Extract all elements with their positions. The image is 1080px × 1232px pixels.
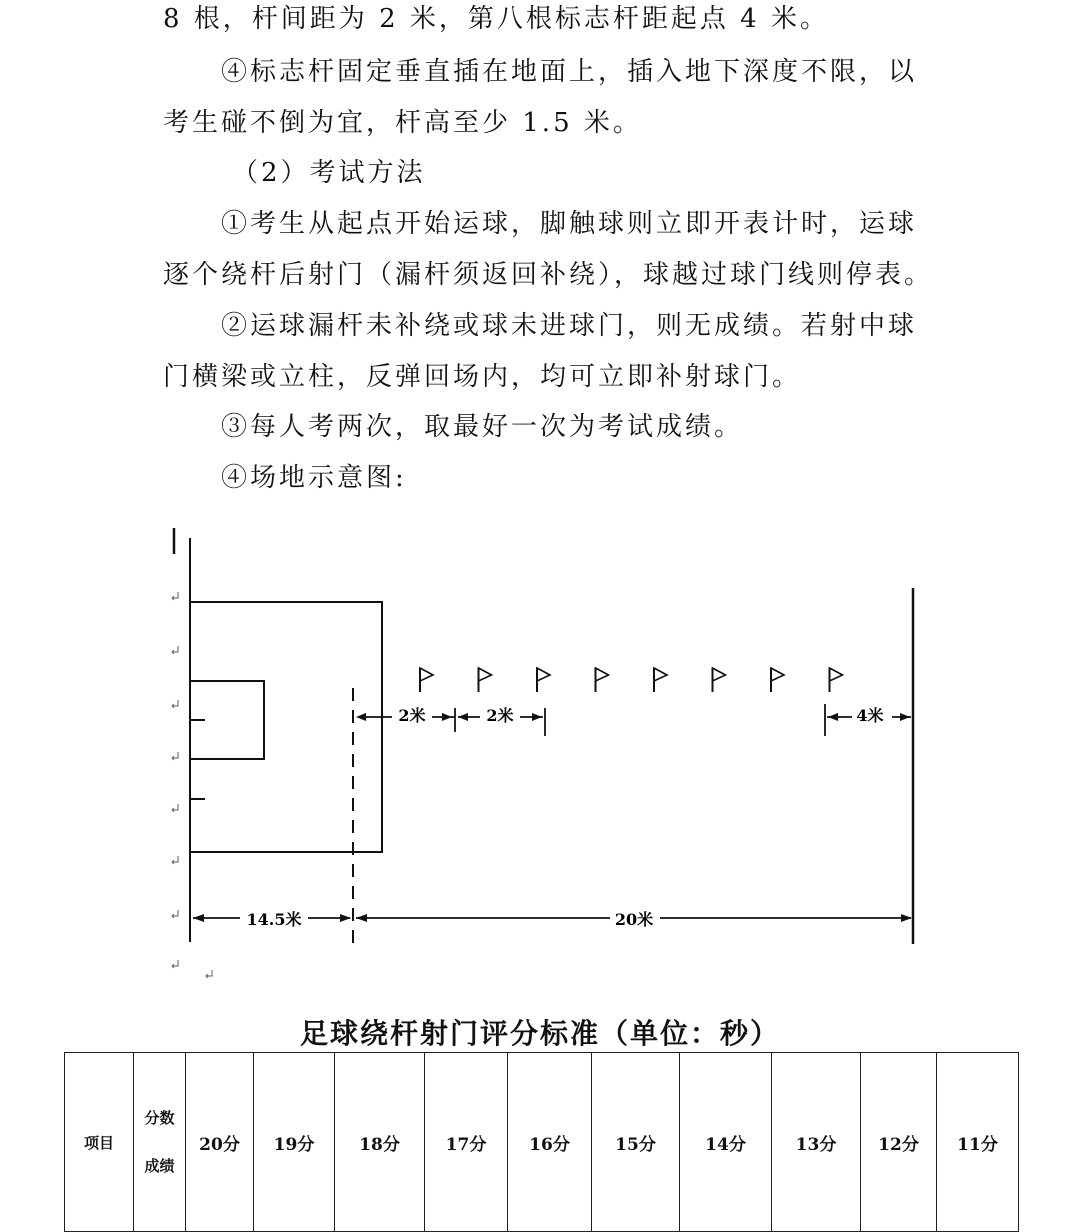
header-item: 项目 [65, 1053, 134, 1232]
arrow-penalty-right [340, 914, 351, 922]
text-line-1: 8 根，杆间距为 2 米，第八根标志杆距起点 4 米。 [163, 4, 829, 34]
flag-poles [420, 668, 843, 692]
arrow-last-gap-left [828, 713, 838, 721]
text-line-2: ④标志杆固定垂直插在地面上，插入地下深度不限，以 [221, 57, 918, 87]
header-score: 分数 [144, 1109, 175, 1127]
flag-pole-icon [596, 668, 609, 692]
arrow-course-left [356, 914, 367, 922]
section-heading-exam-method: （2）考试方法 [232, 158, 426, 188]
header-score-col: 19分 [254, 1053, 335, 1232]
label-dist-course: 20米 [614, 910, 654, 929]
header-score-col: 14分 [680, 1053, 772, 1232]
header-score-col: 17分 [425, 1053, 508, 1232]
flag-pole-icon [713, 668, 726, 692]
label-dist-penalty: 14.5米 [246, 910, 302, 929]
arrow-penalty-left [193, 914, 204, 922]
label-gap-last: 4米 [856, 706, 884, 725]
text-line-6: 逐个绕杆后射门（漏杆须返回补绕），球越过球门线则停表。 [163, 260, 934, 290]
arrow-pole-gap-left [458, 713, 468, 721]
field-diagram [0, 510, 1080, 990]
table-title: 足球绕杆射门评分标准（单位：秒） [299, 1017, 780, 1050]
arrow-last-gap-right [900, 713, 910, 721]
scoring-table [64, 1052, 1019, 1232]
arrow-course-right [901, 914, 912, 922]
header-score-col: 18分 [335, 1053, 425, 1232]
label-gap-pole: 2米 [486, 706, 514, 725]
flag-pole-icon [420, 668, 433, 692]
penalty-area [190, 602, 382, 852]
header-score-result [134, 1053, 186, 1232]
paragraph-marks [172, 592, 212, 978]
arrow-pole-gap-right [532, 713, 542, 721]
flag-pole-icon [771, 668, 784, 692]
flag-pole-icon [654, 668, 667, 692]
flag-pole-icon [537, 668, 550, 692]
label-gap-first: 2米 [398, 706, 426, 725]
header-score-col: 15分 [592, 1053, 680, 1232]
text-line-3: 考生碰不倒为宜，杆高至少 1.5 米。 [163, 108, 642, 138]
header-score-col: 12分 [861, 1053, 937, 1232]
header-result: 成绩 [144, 1157, 175, 1175]
text-line-7: ②运球漏杆未补绕或球未进球门，则无成绩。若射中球 [221, 311, 918, 341]
table-header-row [65, 1053, 1019, 1232]
arrow-first-gap-left [356, 713, 366, 721]
header-score-col: 16分 [508, 1053, 592, 1232]
flag-pole-icon [830, 668, 843, 692]
header-score-col: 13分 [772, 1053, 861, 1232]
text-line-8: 门横梁或立柱，反弹回场内，均可立即补射球门。 [163, 362, 802, 392]
text-line-9: ③每人考两次，取最好一次为考试成绩。 [221, 412, 744, 442]
header-score-col: 20分 [186, 1053, 254, 1232]
header-score-col: 11分 [937, 1053, 1019, 1232]
text-line-10: ④场地示意图: [221, 463, 407, 493]
flag-pole-icon [479, 668, 492, 692]
arrow-first-gap-right [442, 713, 452, 721]
text-line-5: ①考生从起点开始运球，脚触球则立即开表计时，运球 [221, 209, 918, 239]
